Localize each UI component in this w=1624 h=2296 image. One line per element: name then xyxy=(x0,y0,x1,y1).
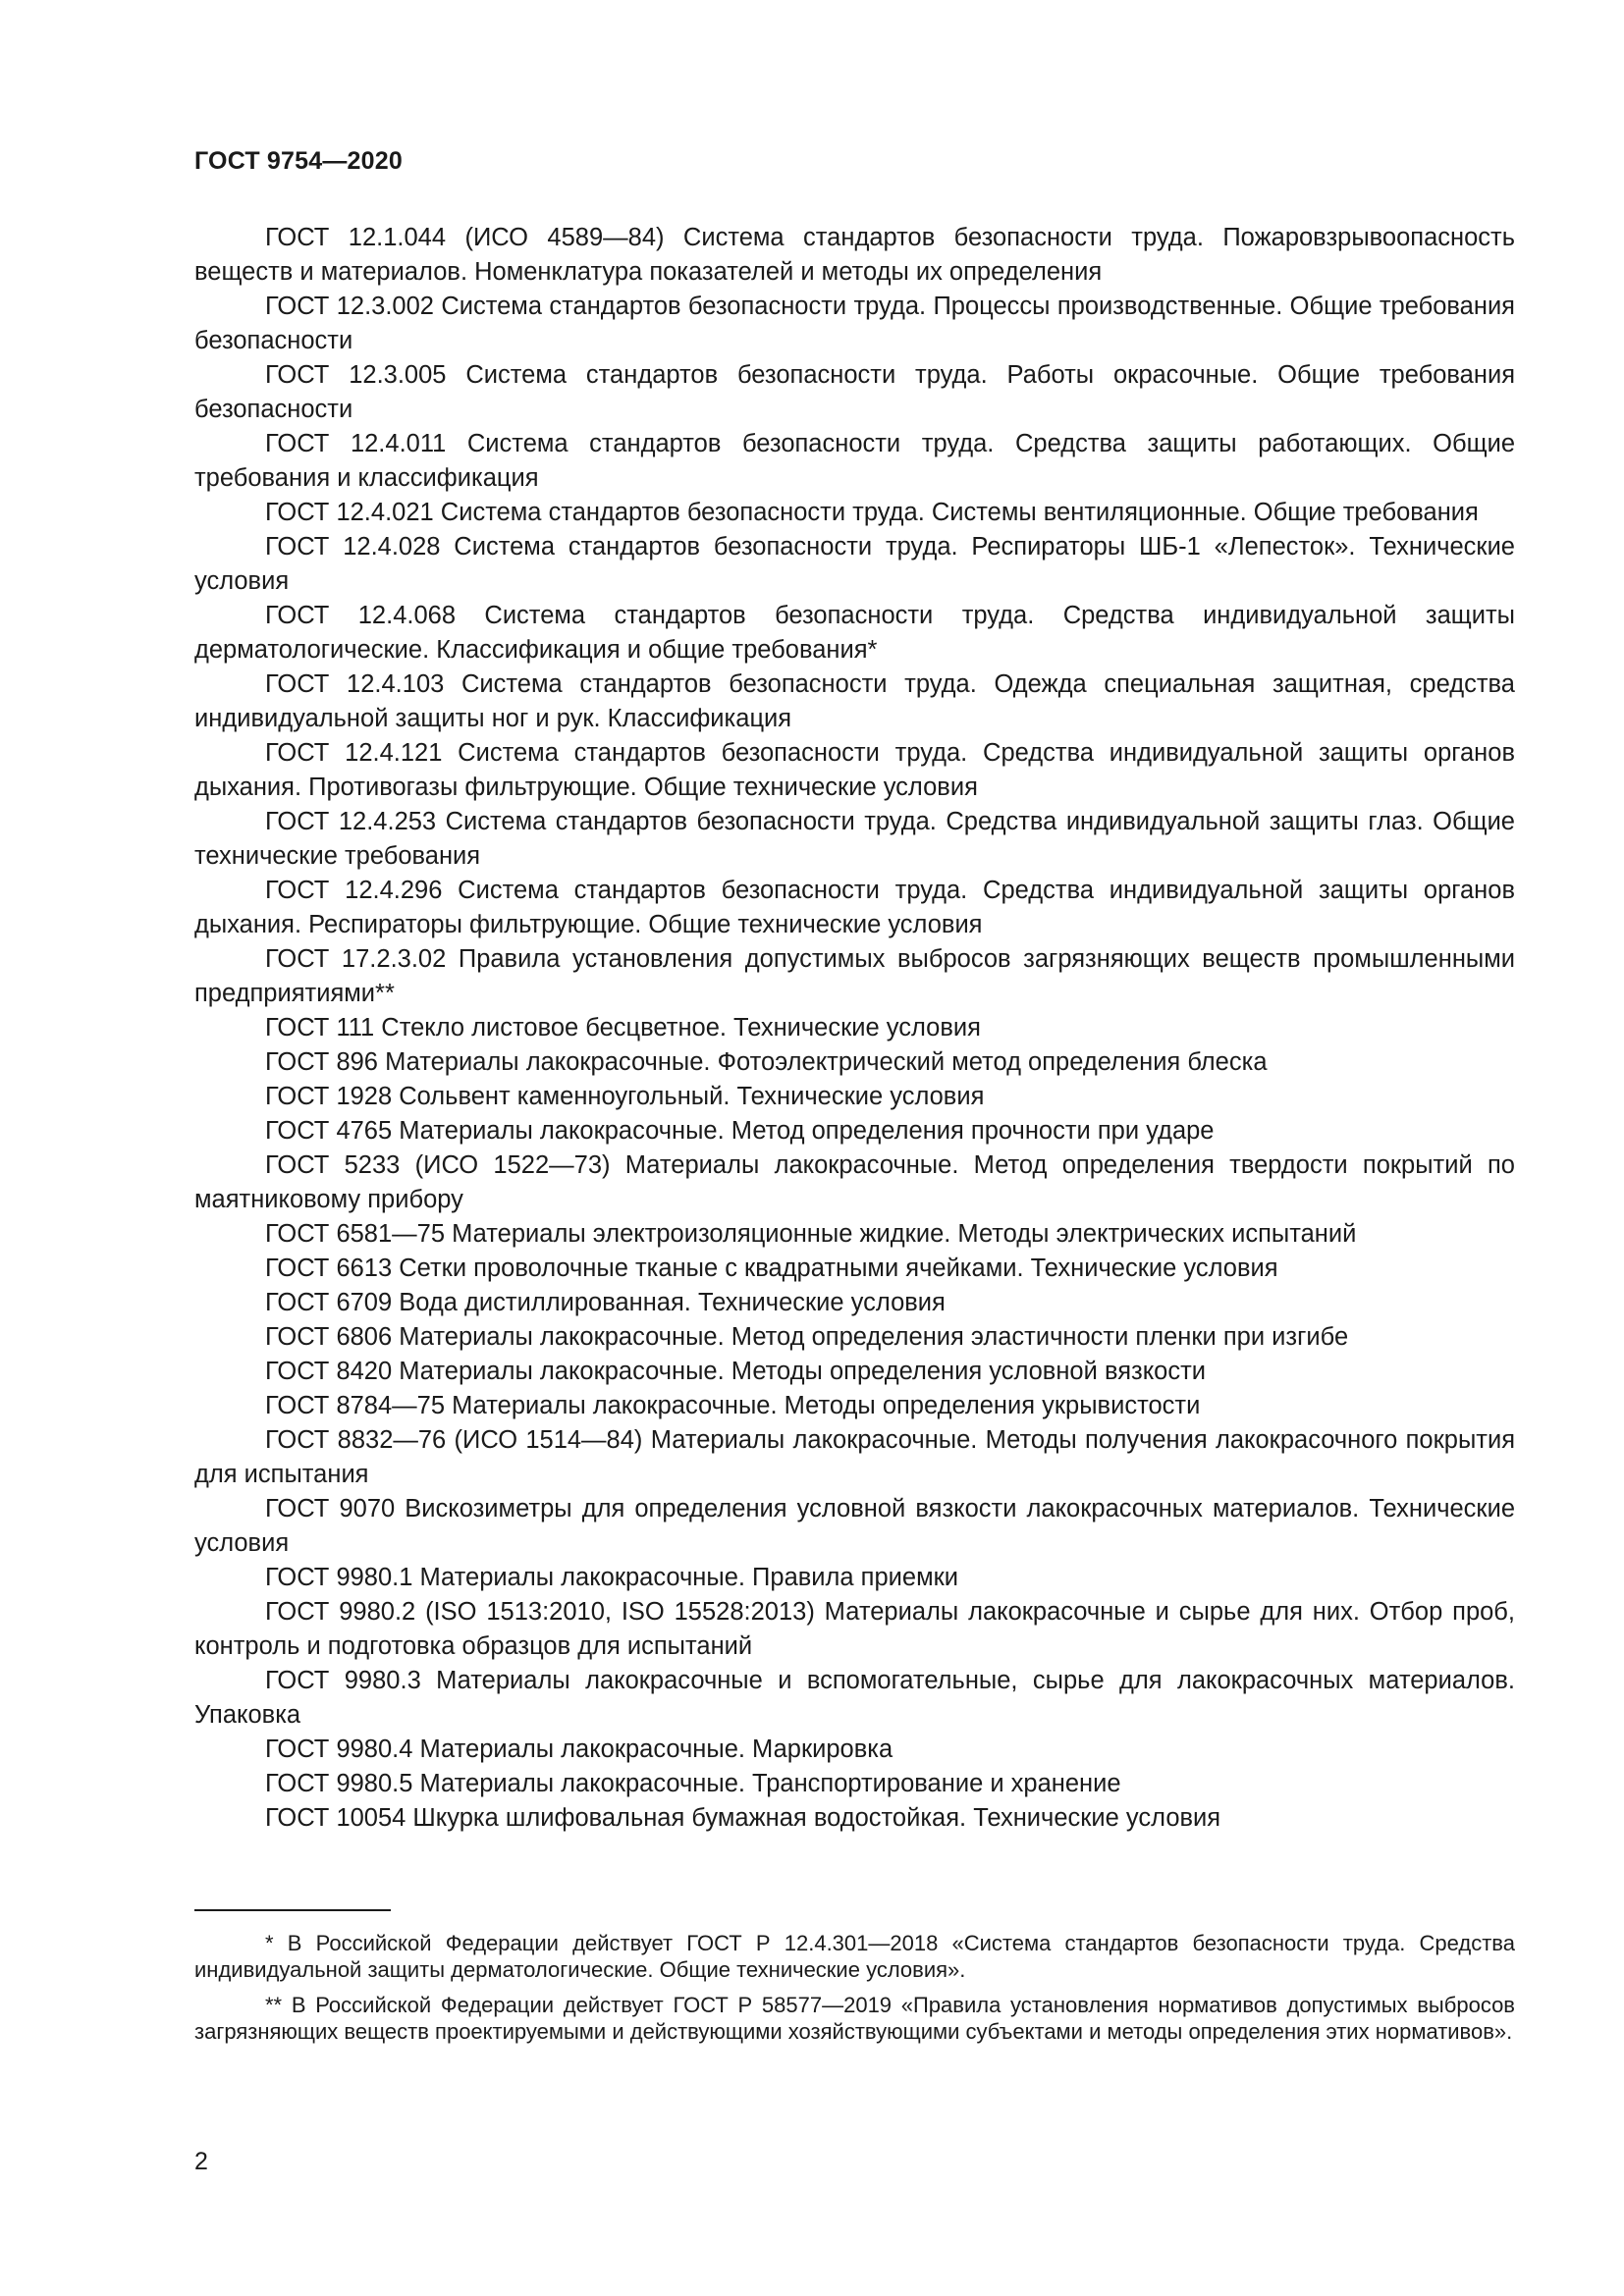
reference-item: ГОСТ 12.1.044 (ИСО 4589—84) Система стандартов безопасности труда. Пожаровзрывоопасность веществ и материалов. Номенклатура показателей и методы их определения xyxy=(194,224,1515,286)
reference-item: ГОСТ 8420 Материалы лакокрасочные. Методы определения условной вязкости xyxy=(265,1358,1207,1385)
reference-item: ГОСТ 12.3.002 Система стандартов безопасности труда. Процессы производственные. Общие требования безопасности xyxy=(194,293,1515,354)
reference-item: ГОСТ 12.4.028 Система стандартов безопасности труда. Респираторы ШБ-1 «Лепесток». Технические условия xyxy=(194,533,1515,595)
reference-item: ГОСТ 17.2.3.02 Правила установления допустимых выбросов загрязняющих веществ промышленными предприятиями** xyxy=(194,945,1515,1007)
reference-item: ГОСТ 8832—76 (ИСО 1514—84) Материалы лакокрасочные. Методы получения лакокрасочного покрытия для испытания xyxy=(194,1426,1515,1488)
footnote-1: * В Российской Федерации действует ГОСТ Р 12.4.301—2018 «Система стандартов безопасности труда. Средства индивидуальной защиты дерматологические. Общие технические условия». xyxy=(194,1931,1515,1982)
reference-item: ГОСТ 6709 Вода дистиллированная. Технические условия xyxy=(265,1289,946,1316)
reference-item: ГОСТ 9070 Вискозиметры для определения условной вязкости лакокрасочных материалов. Технические условия xyxy=(194,1495,1515,1557)
reference-item: ГОСТ 9980.3 Материалы лакокрасочные и вспомогательные, сырье для лакокрасочных материалов. Упаковка xyxy=(194,1667,1515,1729)
reference-item: ГОСТ 9980.4 Материалы лакокрасочные. Маркировка xyxy=(265,1735,893,1763)
reference-item: ГОСТ 9980.5 Материалы лакокрасочные. Транспортирование и хранение xyxy=(265,1770,1121,1797)
reference-item: ГОСТ 12.4.121 Система стандартов безопасности труда. Средства индивидуальной защиты органов дыхания. Противогазы фильтрующие. Общие технические условия xyxy=(194,739,1515,801)
footnotes xyxy=(194,1930,1515,2054)
reference-item: ГОСТ 12.4.068 Система стандартов безопасности труда. Средства индивидуальной защиты дерматологические. Классификация и общие требования* xyxy=(194,602,1515,664)
reference-item: ГОСТ 6581—75 Материалы электроизоляционные жидкие. Методы электрических испытаний xyxy=(265,1220,1357,1248)
reference-item: ГОСТ 9980.1 Материалы лакокрасочные. Правила приемки xyxy=(265,1564,959,1591)
reference-item: ГОСТ 12.4.021 Система стандартов безопасности труда. Системы вентиляционные. Общие требования xyxy=(265,499,1479,526)
reference-item: ГОСТ 6613 Сетки проволочные тканые с квадратными ячейками. Технические условия xyxy=(265,1255,1278,1282)
page-header-doc-id: ГОСТ 9754—2020 xyxy=(194,147,403,175)
references-list xyxy=(194,221,1515,1836)
reference-item: ГОСТ 12.4.011 Система стандартов безопасности труда. Средства защиты работающих. Общие требования и классификация xyxy=(194,430,1515,492)
page-number: 2 xyxy=(194,2148,208,2175)
footnote-2: ** В Российской Федерации действует ГОСТ Р 58577—2019 «Правила установления нормативов допустимых выбросов загрязняющих веществ проектируемыми и действующими хозяйствующими субъектами и методы определения этих нормативов». xyxy=(194,1993,1515,2044)
reference-item: ГОСТ 111 Стекло листовое бесцветное. Технические условия xyxy=(265,1014,981,1041)
reference-item: ГОСТ 896 Материалы лакокрасочные. Фотоэлектрический метод определения блеска xyxy=(265,1048,1268,1076)
reference-item: ГОСТ 10054 Шкурка шлифовальная бумажная водостойкая. Технические условия xyxy=(265,1804,1221,1832)
reference-item: ГОСТ 8784—75 Материалы лакокрасочные. Методы определения укрывистости xyxy=(265,1392,1201,1419)
reference-item: ГОСТ 12.4.296 Система стандартов безопасности труда. Средства индивидуальной защиты органов дыхания. Респираторы фильтрующие. Общие технические условия xyxy=(194,877,1515,938)
reference-item: ГОСТ 5233 (ИСО 1522—73) Материалы лакокрасочные. Метод определения твердости покрытий по маятниковому прибору xyxy=(194,1151,1515,1213)
reference-item: ГОСТ 9980.2 (ISO 1513:2010, ISO 15528:2013) Материалы лакокрасочные и сырье для них. Отбор проб, контроль и подготовка образцов для испытаний xyxy=(194,1598,1515,1660)
reference-item: ГОСТ 12.4.103 Система стандартов безопасности труда. Одежда специальная защитная, средства индивидуальной защиты ног и рук. Классификация xyxy=(194,670,1515,732)
reference-item: ГОСТ 12.4.253 Система стандартов безопасности труда. Средства индивидуальной защиты глаз. Общие технические требования xyxy=(194,808,1515,870)
reference-item: ГОСТ 6806 Материалы лакокрасочные. Метод определения эластичности пленки при изгибе xyxy=(265,1323,1349,1351)
reference-item: ГОСТ 4765 Материалы лакокрасочные. Метод определения прочности при ударе xyxy=(265,1117,1215,1145)
reference-item: ГОСТ 1928 Сольвент каменноугольный. Технические условия xyxy=(265,1083,985,1110)
reference-item: ГОСТ 12.3.005 Система стандартов безопасности труда. Работы окрасочные. Общие требования безопасности xyxy=(194,361,1515,423)
footnote-divider xyxy=(194,1909,391,1911)
